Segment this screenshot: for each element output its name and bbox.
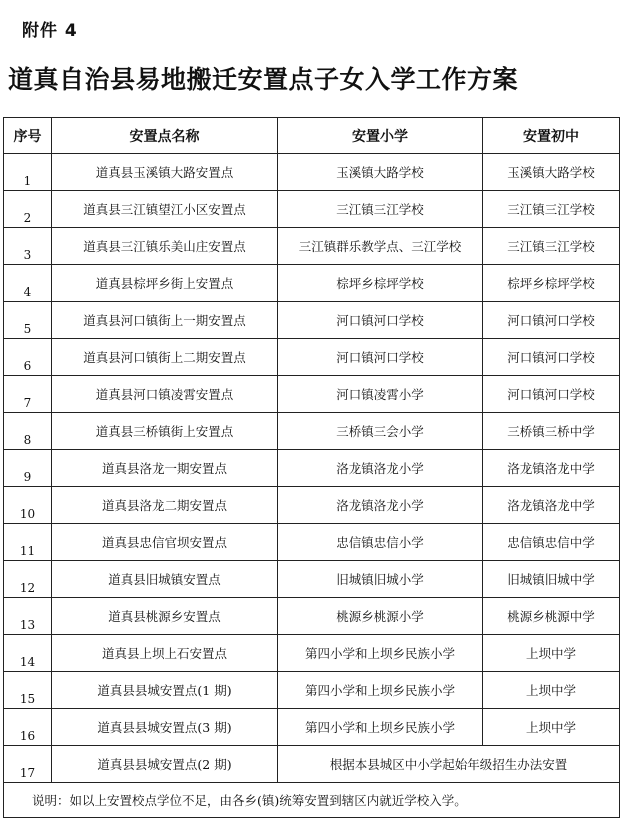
table-body	[4, 154, 620, 818]
primary-school: 第四小学和上坝乡民族小学	[278, 635, 483, 672]
middle-school: 三桥镇三桥中学	[483, 413, 620, 450]
middle-school: 玉溪镇大路学校	[483, 154, 620, 191]
placement-table	[3, 117, 620, 818]
table-row	[4, 450, 620, 487]
site-name: 道真县三桥镇街上安置点	[52, 413, 278, 450]
middle-school: 桃源乡桃源中学	[483, 598, 620, 635]
primary-school: 三江镇群乐教学点、三江学校	[278, 228, 483, 265]
middle-school: 三江镇三江学校	[483, 191, 620, 228]
site-name: 道真县旧城镇安置点	[52, 561, 278, 598]
primary-school: 第四小学和上坝乡民族小学	[278, 709, 483, 746]
header-no: 序号	[4, 118, 52, 154]
site-name: 道真县上坝上石安置点	[52, 635, 278, 672]
site-name: 道真县河口镇街上二期安置点	[52, 339, 278, 376]
table-row	[4, 561, 620, 598]
middle-school: 上坝中学	[483, 672, 620, 709]
site-name: 道真县桃源乡安置点	[52, 598, 278, 635]
middle-school: 忠信镇忠信中学	[483, 524, 620, 561]
site-name: 道真县玉溪镇大路安置点	[52, 154, 278, 191]
site-name: 道真县县城安置点(2 期)	[52, 746, 278, 783]
primary-school: 河口镇河口学校	[278, 302, 483, 339]
row-number: 16	[4, 709, 52, 746]
table-row	[4, 191, 620, 228]
table-row	[4, 709, 620, 746]
middle-school: 三江镇三江学校	[483, 228, 620, 265]
middle-school: 河口镇河口学校	[483, 376, 620, 413]
middle-school: 上坝中学	[483, 635, 620, 672]
table-note: 说明：如以上安置校点学位不足，由各乡(镇)统筹安置到辖区内就近学校入学。	[4, 783, 620, 818]
header-middle: 安置初中	[483, 118, 620, 154]
row-number: 3	[4, 228, 52, 265]
site-name: 道真县三江镇望江小区安置点	[52, 191, 278, 228]
row-number: 10	[4, 487, 52, 524]
middle-school: 旧城镇旧城中学	[483, 561, 620, 598]
table-row	[4, 228, 620, 265]
row-number: 9	[4, 450, 52, 487]
middle-school: 洛龙镇洛龙中学	[483, 450, 620, 487]
primary-school: 第四小学和上坝乡民族小学	[278, 672, 483, 709]
table-row	[4, 376, 620, 413]
middle-school: 河口镇河口学校	[483, 339, 620, 376]
middle-school: 棕坪乡棕坪学校	[483, 265, 620, 302]
header-site: 安置点名称	[52, 118, 278, 154]
table-row	[4, 635, 620, 672]
row-number: 13	[4, 598, 52, 635]
middle-school: 河口镇河口学校	[483, 302, 620, 339]
middle-school: 上坝中学	[483, 709, 620, 746]
primary-school: 河口镇凌霄小学	[278, 376, 483, 413]
primary-school: 洛龙镇洛龙小学	[278, 487, 483, 524]
site-name: 道真县县城安置点(3 期)	[52, 709, 278, 746]
primary-school: 玉溪镇大路学校	[278, 154, 483, 191]
primary-school: 旧城镇旧城小学	[278, 561, 483, 598]
table-row	[4, 265, 620, 302]
row-number: 14	[4, 635, 52, 672]
row-number: 12	[4, 561, 52, 598]
table-row	[4, 672, 620, 709]
table-row	[4, 154, 620, 191]
row-number: 1	[4, 154, 52, 191]
document-title: 道真自治县易地搬迁安置点子女入学工作方案	[8, 65, 519, 94]
row-number: 6	[4, 339, 52, 376]
primary-school: 洛龙镇洛龙小学	[278, 450, 483, 487]
primary-school: 河口镇河口学校	[278, 339, 483, 376]
site-name: 道真县三江镇乐美山庄安置点	[52, 228, 278, 265]
site-name: 道真县洛龙二期安置点	[52, 487, 278, 524]
table-row	[4, 487, 620, 524]
primary-school: 忠信镇忠信小学	[278, 524, 483, 561]
header-primary: 安置小学	[278, 118, 483, 154]
row-number: 15	[4, 672, 52, 709]
table-row	[4, 339, 620, 376]
primary-school: 桃源乡桃源小学	[278, 598, 483, 635]
site-name: 道真县河口镇凌霄安置点	[52, 376, 278, 413]
primary-school: 棕坪乡棕坪学校	[278, 265, 483, 302]
primary-school: 三桥镇三会小学	[278, 413, 483, 450]
row-number: 7	[4, 376, 52, 413]
table-header-row	[4, 118, 620, 154]
row-number: 4	[4, 265, 52, 302]
middle-school: 洛龙镇洛龙中学	[483, 487, 620, 524]
site-name: 道真县县城安置点(1 期)	[52, 672, 278, 709]
site-name: 道真县忠信官坝安置点	[52, 524, 278, 561]
row-number: 17	[4, 746, 52, 783]
merged-placement: 根据本县城区中小学起始年级招生办法安置	[278, 746, 620, 783]
row-number: 11	[4, 524, 52, 561]
row-number: 2	[4, 191, 52, 228]
table-row	[4, 524, 620, 561]
row-number: 8	[4, 413, 52, 450]
table-row	[4, 413, 620, 450]
note-row	[4, 783, 620, 818]
site-name: 道真县洛龙一期安置点	[52, 450, 278, 487]
attachment-label: 附件 4	[22, 21, 78, 41]
site-name: 道真县河口镇街上一期安置点	[52, 302, 278, 339]
table-row	[4, 598, 620, 635]
site-name: 道真县棕坪乡街上安置点	[52, 265, 278, 302]
table-row	[4, 302, 620, 339]
primary-school: 三江镇三江学校	[278, 191, 483, 228]
table-row-last	[4, 746, 620, 783]
row-number: 5	[4, 302, 52, 339]
